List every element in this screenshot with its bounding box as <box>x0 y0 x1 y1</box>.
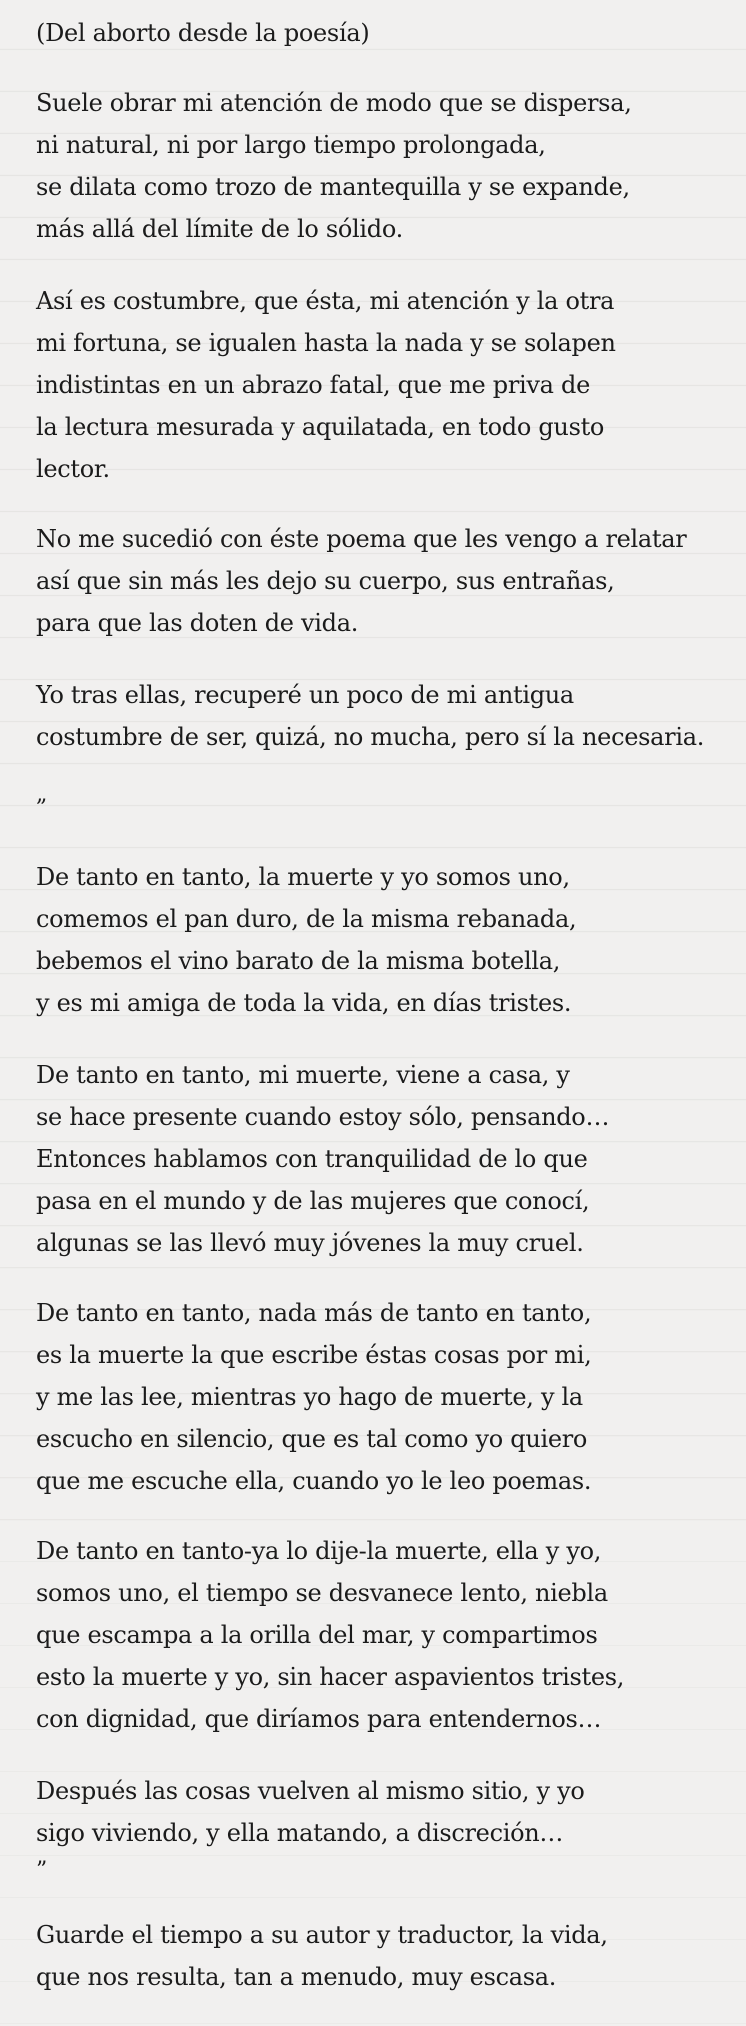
text-line: De tanto en tanto, mi muerte, viene a casa, y <box>36 1061 570 1089</box>
intro-paragraph-2 <box>36 280 726 490</box>
text-line: De tanto en tanto, la muerte y yo somos uno, <box>36 863 570 891</box>
text-line: que me escuche ella, cuando yo le leo poemas. <box>36 1467 592 1495</box>
text-line: y es mi amiga de toda la vida, en días tristes. <box>36 989 572 1017</box>
text-line: lector. <box>36 455 110 483</box>
text-line: esto la muerte y yo, sin hacer aspavientos tristes, <box>36 1663 625 1691</box>
text-line: sigo viviendo, y ella matando, a discreción… <box>36 1819 564 1847</box>
text-line: somos uno, el tiempo se desvanece lento, niebla <box>36 1579 608 1607</box>
text-line: y me las lee, mientras yo hago de muerte, y la <box>36 1383 583 1411</box>
intro-paragraph-3 <box>36 518 726 644</box>
text-line: se hace presente cuando estoy sólo, pensando… <box>36 1103 610 1131</box>
intro-paragraph-1 <box>36 82 726 250</box>
text-line: Guarde el tiempo a su autor y traductor, la vida, <box>36 1921 608 1949</box>
text-line: Suele obrar mi atención de modo que se dispersa, <box>36 89 632 117</box>
opening-quote <box>36 774 726 816</box>
text-line: comemos el pan duro, de la misma rebanada, <box>36 905 577 933</box>
intro-paragraph-4 <box>36 674 726 758</box>
poem-stanza-3 <box>36 1292 726 1502</box>
text-line: indistintas en un abrazo fatal, que me priva de <box>36 371 590 399</box>
text-line: escucho en silencio, que es tal como yo quiero <box>36 1425 588 1453</box>
text-line: es la muerte la que escribe éstas cosas por mi, <box>36 1341 592 1369</box>
text-line: Yo tras ellas, recuperé un poco de mi antigua <box>36 681 574 709</box>
text-line: No me sucedió con éste poema que les vengo a relatar <box>36 525 687 553</box>
poem-stanza-2 <box>36 1054 726 1264</box>
text-line: la lectura mesurada y aquilatada, en todo gusto <box>36 413 605 441</box>
text-line: pasa en el mundo y de las mujeres que conocí, <box>36 1187 590 1215</box>
text-line: De tanto en tanto-ya lo dije-la muerte, ella y yo, <box>36 1537 602 1565</box>
title-line: (Del aborto desde la poesía) <box>36 19 370 47</box>
text-line: más allá del límite de lo sólido. <box>36 215 403 243</box>
text-line: Entonces hablamos con tranquilidad de lo que <box>36 1145 588 1173</box>
text-line: costumbre de ser, quizá, no mucha, pero sí la necesaria. <box>36 723 705 751</box>
text-line: bebemos el vino barato de la misma botella, <box>36 947 561 975</box>
text-line: se dilata como trozo de mantequilla y se expande, <box>36 173 630 201</box>
poem-stanza-4 <box>36 1530 726 1740</box>
text-line: mi fortuna, se igualen hasta la nada y se solapen <box>36 329 616 357</box>
text-line: para que las doten de vida. <box>36 609 359 637</box>
text-line: Después las cosas vuelven al mismo sitio, y yo <box>36 1777 585 1805</box>
text-line: así que sin más les dejo su cuerpo, sus entrañas, <box>36 567 615 595</box>
text-line: con dignidad, que diríamos para entendernos… <box>36 1705 602 1733</box>
poem-stanza-1 <box>36 856 726 1024</box>
quote-mark: „ <box>36 782 48 807</box>
text-line: que nos resulta, tan a menudo, muy escasa. <box>36 1963 557 1991</box>
poem-stanza-5 <box>36 1770 726 1854</box>
closing-quote <box>36 1850 726 1892</box>
outro-paragraph <box>36 1914 726 1998</box>
text-line: algunas se las llevó muy jóvenes la muy cruel. <box>36 1229 584 1257</box>
text-line: ni natural, ni por largo tiempo prolongada, <box>36 131 546 159</box>
text-line: De tanto en tanto, nada más de tanto en tanto, <box>36 1299 592 1327</box>
text-line: que escampa a la orilla del mar, y compartimos <box>36 1621 598 1649</box>
quote-mark: ” <box>36 1858 47 1883</box>
text-line: Así es costumbre, que ésta, mi atención y la otra <box>36 287 615 315</box>
document-title <box>36 12 726 54</box>
